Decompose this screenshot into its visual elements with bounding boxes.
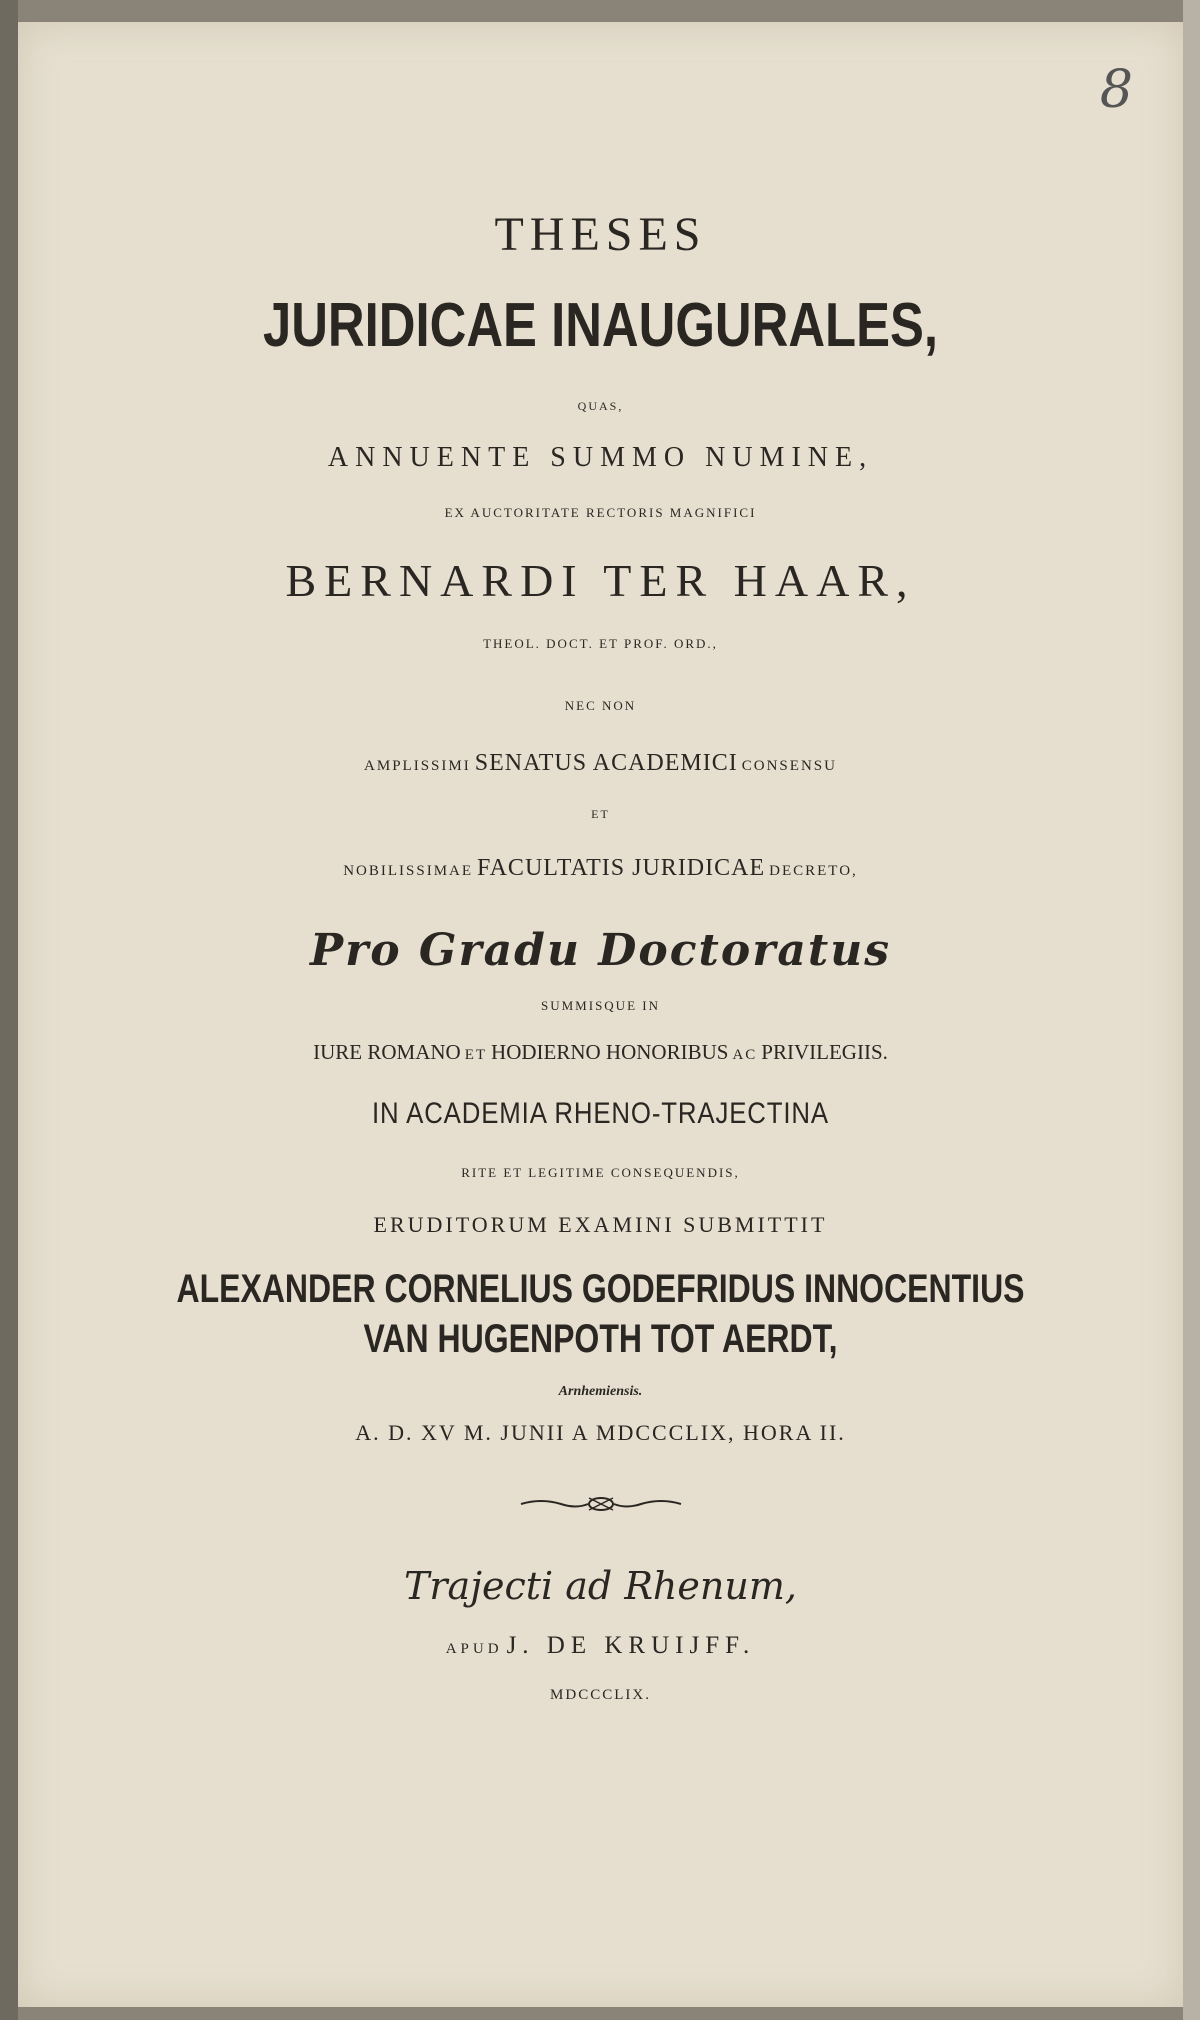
line-nec-non: NEC NON <box>564 698 637 713</box>
senatus-main: SENATUS ACADEMICI <box>474 750 738 776</box>
line-eruditorum: ERUDITORUM EXAMINI SUBMITTIT <box>373 1212 828 1237</box>
author-name-line-2: VAN HUGENPOTH TOT AERDT, <box>363 1317 838 1361</box>
line-quas: QUAS, <box>577 399 624 413</box>
line-senatus <box>18 750 1183 777</box>
iure-e: PRIVILEGIIS. <box>761 1040 888 1064</box>
iure-b: ET <box>464 1047 488 1063</box>
rector-title: THEOL. DOCT. ET PROF. ORD., <box>483 636 718 651</box>
line-facultas <box>18 855 1183 882</box>
iure-a: IURE ROMANO <box>313 1040 461 1064</box>
senatus-pre: AMPLISSIMI <box>364 758 471 774</box>
title-theses: THESES <box>494 208 707 261</box>
facultas-post: DECRETO, <box>769 863 858 879</box>
line-iure <box>18 1040 1183 1065</box>
line-rite: RITE ET LEGITIME CONSEQUENDIS, <box>461 1165 740 1180</box>
iure-d: AC <box>732 1047 758 1063</box>
adjacent-page-edge <box>0 0 18 2020</box>
academia: IN ACADEMIA RHENO-TRAJECTINA <box>371 1097 830 1130</box>
imprint-printer-name: J. DE KRUIJFF. <box>506 1632 756 1659</box>
degree-title: Pro Gradu Doctoratus <box>309 925 892 976</box>
rector-name: BERNARDI TER HAAR, <box>285 555 916 606</box>
facultas-main: FACULTATIS JURIDICAE <box>477 855 766 881</box>
title-page <box>18 22 1183 2007</box>
author-origin: Arnhemiensis. <box>558 1384 643 1399</box>
line-annuente: ANNUENTE SUMMO NUMINE, <box>327 442 874 473</box>
line-summisque: SUMMISQUE IN <box>541 998 660 1013</box>
imprint-printer <box>18 1632 1183 1660</box>
ornament-divider-icon <box>516 1492 686 1516</box>
page-stack-edge <box>1183 0 1200 2020</box>
line-et: ET <box>591 807 610 821</box>
facultas-pre: NOBILISSIMAE <box>343 863 474 879</box>
line-ex-auctoritate: EX AUCTORITATE RECTORIS MAGNIFICI <box>444 505 757 520</box>
date-line: A. D. XV M. JUNII A MDCCCLIX, HORA II. <box>355 1420 846 1445</box>
iure-c: HODIERNO HONORIBUS <box>491 1040 729 1064</box>
imprint-year: MDCCCLIX. <box>550 1687 651 1703</box>
page-number: 8 <box>1099 60 1133 120</box>
senatus-post: CONSENSU <box>741 758 837 774</box>
title-juridicae-inaugurales: JURIDICAE INAUGURALES, <box>262 291 939 360</box>
author-name-line-1: ALEXANDER CORNELIUS GODEFRIDUS INNOCENTIUS <box>176 1267 1025 1311</box>
imprint-place: Trajecti ad Rhenum, <box>404 1564 797 1608</box>
imprint-apud: APUD <box>445 1641 503 1657</box>
